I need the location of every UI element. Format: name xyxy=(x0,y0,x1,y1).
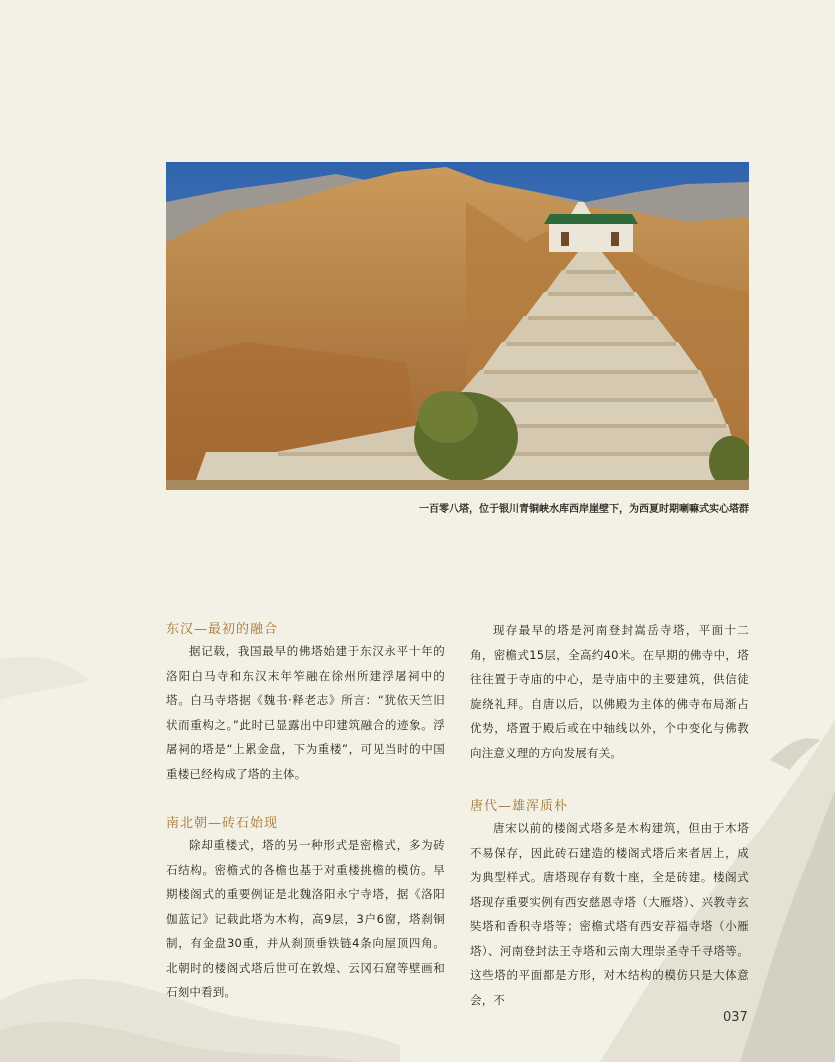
section-heading-eastern-han: 东汉—最初的融合 xyxy=(166,622,279,637)
paragraph-tang: 唐宋以前的楼阁式塔多是木构建筑，但由于木塔不易保存，因此砖石建造的楼阁式塔后来者居上，成为典型样式。唐塔现存有数十座，全是砖建。楼阁式塔现存重要实例有西安慈恩寺塔（大雁塔）、兴教寺玄奘塔和香积寺塔等；密檐式塔有西安荐福寺塔（小雁塔）、河南登封法王寺塔和云南大理崇圣寺千寻塔等。这些塔的平面都是方形，对木结构的模仿只是大体意会，不 xyxy=(470,821,749,1007)
paragraph-southern-northern: 除却重楼式，塔的另一种形式是密檐式，多为砖石结构。密檐式的各檐也基于对重楼挑檐的模仿。早期楼阁式的重要例证是北魏洛阳永宁寺塔，据《洛阳伽蓝记》记载此塔为木构，高9层，3户6窗，塔刹铜制，有金盘30重，并从刹顶垂铁链4条向屋顶四角。北朝时的楼阁式塔后世可在敦煌、云冈石窟等壁画和石刻中看到。 xyxy=(166,838,445,999)
section-heading-tang: 唐代—雄浑质朴 xyxy=(470,799,569,814)
section-heading-southern-northern: 南北朝—砖石始现 xyxy=(166,816,279,831)
right-column xyxy=(470,618,749,1012)
paragraph-eastern-han: 据记载，我国最早的佛塔始建于东汉永平十年的洛阳白马寺和东汉末年笮融在徐州所建浮屠祠中的塔。白马寺塔据《魏书·释老志》所言：“犹依天竺旧状而重构之。”此时已显露出中印建筑融合的迹象。浮屠祠的塔是“上累金盘，下为重楼”，可见当时的中国重楼已经构成了塔的主体。 xyxy=(166,644,445,781)
photo-caption: 一百零八塔，位于银川青铜峡水库西岸崖壁下，为西夏时期喇嘛式实心塔群 xyxy=(419,504,749,515)
paragraph-intro: 现存最早的塔是河南登封嵩岳寺塔，平面十二角，密檐式15层，全高约40米。在早期的佛寺中，塔往往置于寺庙的中心，是寺庙中的主要建筑，供信徒旋绕礼拜。自唐以后，以佛殿为主体的佛寺布局渐占优势，塔置于殿后或在中轴线以外，个中变化与佛教向注意义理的方向发展有关。 xyxy=(470,623,749,760)
left-column xyxy=(166,618,445,1005)
stupa-group-photo xyxy=(166,162,749,490)
page-number: 037 xyxy=(723,1010,748,1025)
